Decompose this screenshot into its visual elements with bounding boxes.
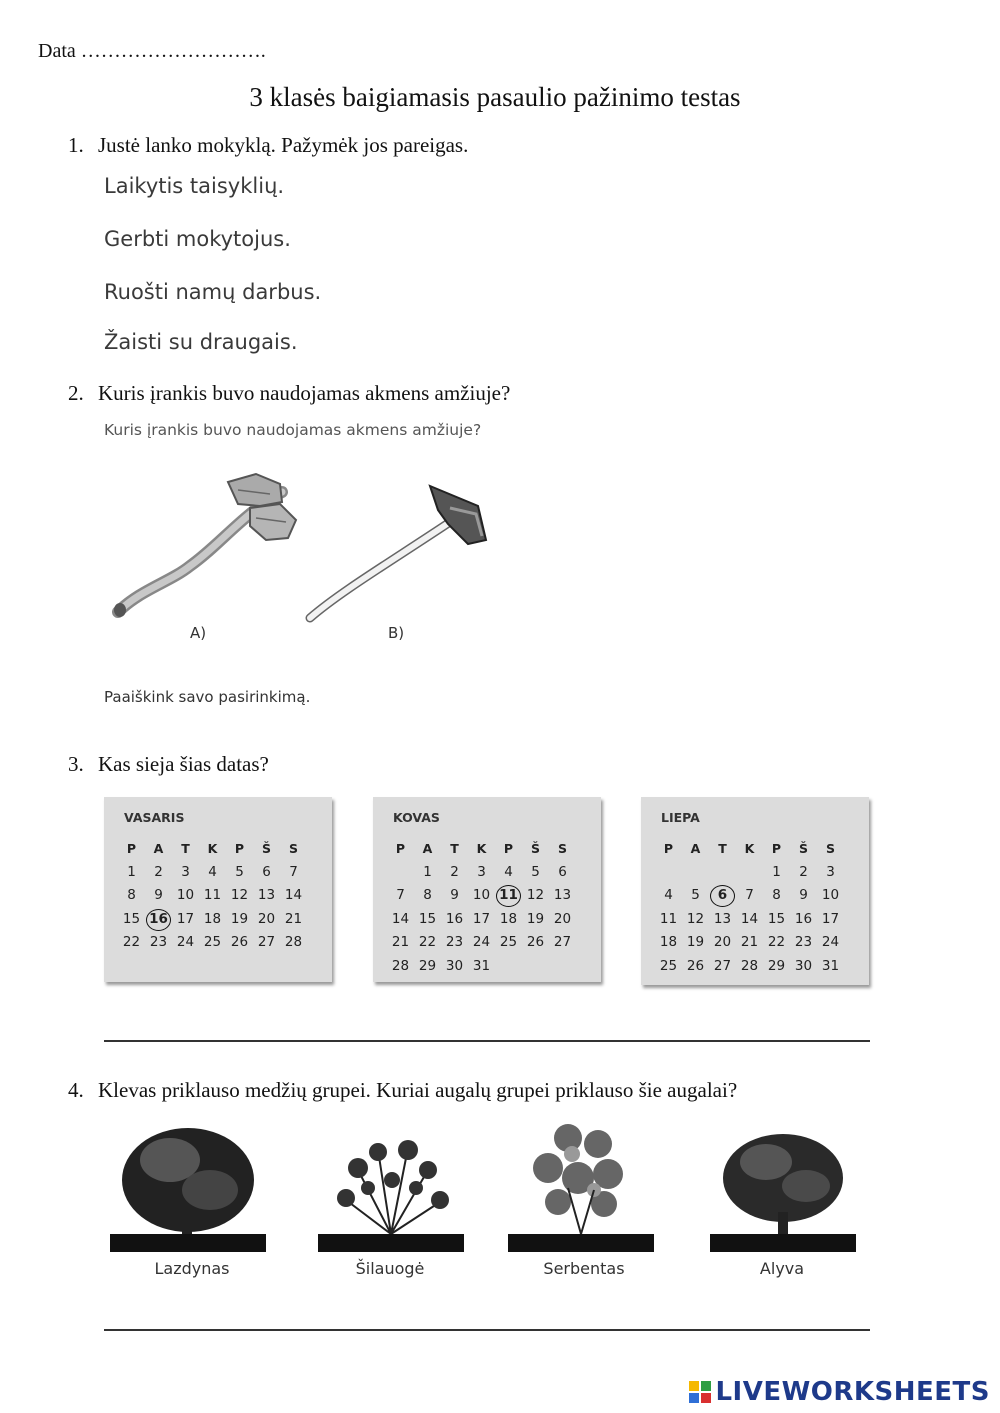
calendar-day: 21	[391, 934, 410, 950]
calendar-day: 5	[691, 887, 700, 903]
calendar-day: 21	[740, 934, 759, 950]
calendar-grid	[387, 837, 576, 978]
calendar-day: 1	[772, 863, 781, 880]
calendar-day: 15	[418, 910, 437, 927]
calendar-day: 17	[821, 910, 840, 927]
answer-line-q3[interactable]	[104, 1040, 870, 1042]
question-2	[68, 381, 510, 406]
plant-label-alyva: Alyva	[759, 1259, 805, 1278]
calendar-day: 25	[203, 934, 222, 950]
weekday-header: K	[476, 841, 487, 856]
calendar-day: 2	[154, 863, 163, 880]
weekday-header: P	[503, 841, 514, 856]
calendar-day: 19	[230, 910, 249, 927]
brand-text: LIVEWORKSHEETS	[715, 1377, 990, 1407]
calendar-day: 6	[262, 863, 271, 880]
calendar-month-name: VASARIS	[124, 810, 185, 825]
explain-prompt: Paaiškink savo pasirinkimą.	[104, 688, 311, 706]
question-1	[68, 133, 468, 158]
calendar-day: 24	[821, 934, 840, 950]
calendar-day: 30	[445, 957, 464, 974]
calendar-day: 10	[472, 887, 491, 903]
weekday-header: S	[288, 841, 298, 856]
calendar-day: 20	[257, 910, 276, 927]
calendar-day: 19	[526, 910, 545, 927]
plant-label-silauoge: Šilauogė	[355, 1259, 425, 1278]
liveworksheets-logo[interactable]	[689, 1377, 990, 1407]
calendar-day: 28	[391, 957, 410, 974]
calendar-day: 25	[659, 957, 678, 974]
calendar-day: 16	[794, 910, 813, 927]
answer-line-q4[interactable]	[104, 1329, 870, 1331]
weekday-header: K	[744, 841, 755, 856]
calendar-kovas	[373, 797, 601, 982]
calendar-day: 9	[450, 887, 459, 903]
weekday-header: Š	[530, 841, 540, 856]
calendar-day: 3	[826, 863, 835, 880]
calendar-day: 14	[740, 910, 759, 927]
calendar-day: 14	[284, 887, 303, 903]
calendar-day: 15	[122, 910, 141, 927]
calendar-day: 13	[553, 887, 572, 903]
calendar-day: 24	[176, 934, 195, 950]
weekday-header: A	[422, 841, 433, 856]
calendar-day: 14	[391, 910, 410, 927]
calendar-liepa	[641, 797, 869, 985]
calendar-day: 12	[230, 887, 249, 903]
empty-cell	[709, 861, 736, 885]
circled-date: 6	[709, 884, 736, 908]
stone-axe-image[interactable]	[110, 470, 310, 630]
weekday-header: P	[234, 841, 245, 856]
calendar-day: 29	[767, 957, 786, 974]
calendar-day: 22	[418, 934, 437, 950]
lazdynas-shrub-image	[110, 1120, 266, 1252]
calendar-day: 10	[176, 887, 195, 903]
calendar-day: 31	[821, 957, 840, 974]
calendar-day: 6	[558, 863, 567, 880]
calendar-day: 29	[418, 957, 437, 974]
weekday-header: A	[690, 841, 701, 856]
empty-cell	[736, 861, 763, 885]
calendar-day: 28	[284, 934, 303, 950]
weekday-header: T	[718, 841, 727, 856]
metal-axe-image[interactable]	[300, 480, 500, 630]
calendar-day: 23	[149, 934, 168, 950]
calendar-month-name: KOVAS	[393, 810, 440, 825]
calendar-day: 2	[799, 863, 808, 880]
circled-date: 16	[145, 908, 172, 932]
circled-date: 11	[495, 884, 522, 908]
duty-option-3[interactable]: Ruošti namų darbus.	[104, 280, 322, 304]
calendar-day: 23	[794, 934, 813, 950]
calendar-day: 4	[504, 863, 513, 880]
question-text: Kuris įrankis buvo naudojamas akmens amžiuje?	[98, 381, 511, 405]
question-4	[68, 1078, 737, 1103]
weekday-header: T	[450, 841, 459, 856]
page-title: 3 klasės baigiamasis pasaulio pažinimo testas	[249, 82, 741, 112]
calendar-day: 13	[257, 887, 276, 903]
weekday-header: S	[557, 841, 567, 856]
calendar-day: 13	[713, 910, 732, 927]
calendar-day: 5	[235, 863, 244, 880]
calendar-day: 11	[203, 887, 222, 903]
empty-cell	[682, 861, 709, 885]
calendar-day: 19	[686, 934, 705, 950]
calendar-day: 8	[772, 887, 781, 903]
calendar-day: 26	[526, 934, 545, 950]
calendar-day: 25	[499, 934, 518, 950]
empty-cell	[387, 861, 414, 885]
calendar-day: 12	[526, 887, 545, 903]
calendar-day: 30	[794, 957, 813, 974]
calendar-day: 1	[127, 863, 136, 880]
calendar-day: 26	[686, 957, 705, 974]
question-2-subtext: Kuris įrankis buvo naudojamas akmens amžiuje?	[104, 421, 482, 439]
calendar-day: 26	[230, 934, 249, 950]
calendar-day: 17	[176, 910, 195, 927]
weekday-header: Š	[798, 841, 808, 856]
weekday-header: S	[825, 841, 835, 856]
question-3	[68, 752, 269, 777]
calendar-vasaris	[104, 797, 332, 982]
calendar-day: 31	[472, 957, 491, 974]
calendar-month-name: LIEPA	[661, 810, 700, 825]
calendar-day: 7	[289, 863, 298, 880]
calendar-day: 20	[713, 934, 732, 950]
calendar-day: 24	[472, 934, 491, 950]
calendar-day: 18	[659, 934, 678, 950]
question-text: Justė lanko mokyklą. Pažymėk jos pareigas.	[98, 133, 469, 157]
calendar-day: 12	[686, 910, 705, 927]
calendar-day: 23	[445, 934, 464, 950]
calendar-grid	[118, 837, 307, 955]
calendar-day: 16	[445, 910, 464, 927]
calendar-day: 27	[713, 957, 732, 974]
question-text: Klevas priklauso medžių grupei. Kuriai augalų grupei priklauso šie augalai?	[98, 1078, 738, 1102]
calendar-day: 10	[821, 887, 840, 903]
date-label: Data ……………………….	[38, 40, 266, 62]
weekday-header: P	[663, 841, 674, 856]
calendar-day: 22	[767, 934, 786, 950]
calendar-day: 27	[257, 934, 276, 950]
weekday-header: K	[207, 841, 218, 856]
calendar-day: 3	[181, 863, 190, 880]
duty-option-1[interactable]: Laikytis taisyklių.	[104, 174, 285, 198]
calendar-day: 22	[122, 934, 141, 950]
calendar-day: 17	[472, 910, 491, 927]
duty-option-4[interactable]: Žaisti su draugais.	[104, 330, 298, 354]
calendar-day: 28	[740, 957, 759, 974]
calendar-day: 8	[127, 887, 136, 903]
calendar-day: 11	[659, 910, 678, 927]
calendar-day: 4	[664, 887, 673, 903]
question-number: 2.	[68, 381, 84, 405]
calendar-day: 9	[154, 887, 163, 903]
calendar-day: 5	[531, 863, 540, 880]
weekday-header: T	[181, 841, 190, 856]
calendar-day: 18	[499, 910, 518, 927]
weekday-header: P	[395, 841, 406, 856]
option-b-label: B)	[388, 624, 405, 642]
logo-icon	[689, 1381, 711, 1403]
calendar-day: 1	[423, 863, 432, 880]
serbentas-shrub-image	[508, 1118, 654, 1252]
calendar-day: 2	[450, 863, 459, 880]
question-text: Kas sieja šias datas?	[98, 752, 269, 776]
calendar-day: 18	[203, 910, 222, 927]
calendar-day: 4	[208, 863, 217, 880]
calendar-day: 8	[423, 887, 432, 903]
weekday-header: A	[153, 841, 164, 856]
empty-cell	[655, 861, 682, 885]
calendar-day: 9	[799, 887, 808, 903]
calendar-day: 15	[767, 910, 786, 927]
weekday-header: Š	[261, 841, 271, 856]
calendar-day: 7	[745, 887, 754, 903]
alyva-shrub-image	[710, 1126, 856, 1252]
duty-option-2[interactable]: Gerbti mokytojus.	[104, 227, 291, 251]
weekday-header: P	[126, 841, 137, 856]
calendar-day: 21	[284, 910, 303, 927]
weekday-header: P	[771, 841, 782, 856]
option-a-label: A)	[190, 624, 207, 642]
plant-label-serbentas: Serbentas	[543, 1259, 625, 1278]
silauoge-shrub-image	[318, 1130, 464, 1252]
plant-label-lazdynas: Lazdynas	[154, 1259, 230, 1278]
calendar-day: 3	[477, 863, 486, 880]
question-number: 1.	[68, 133, 84, 157]
calendar-day: 20	[553, 910, 572, 927]
calendar-day: 27	[553, 934, 572, 950]
calendar-grid	[655, 837, 844, 978]
question-number: 4.	[68, 1078, 84, 1102]
question-number: 3.	[68, 752, 84, 776]
calendar-day: 7	[396, 887, 405, 903]
